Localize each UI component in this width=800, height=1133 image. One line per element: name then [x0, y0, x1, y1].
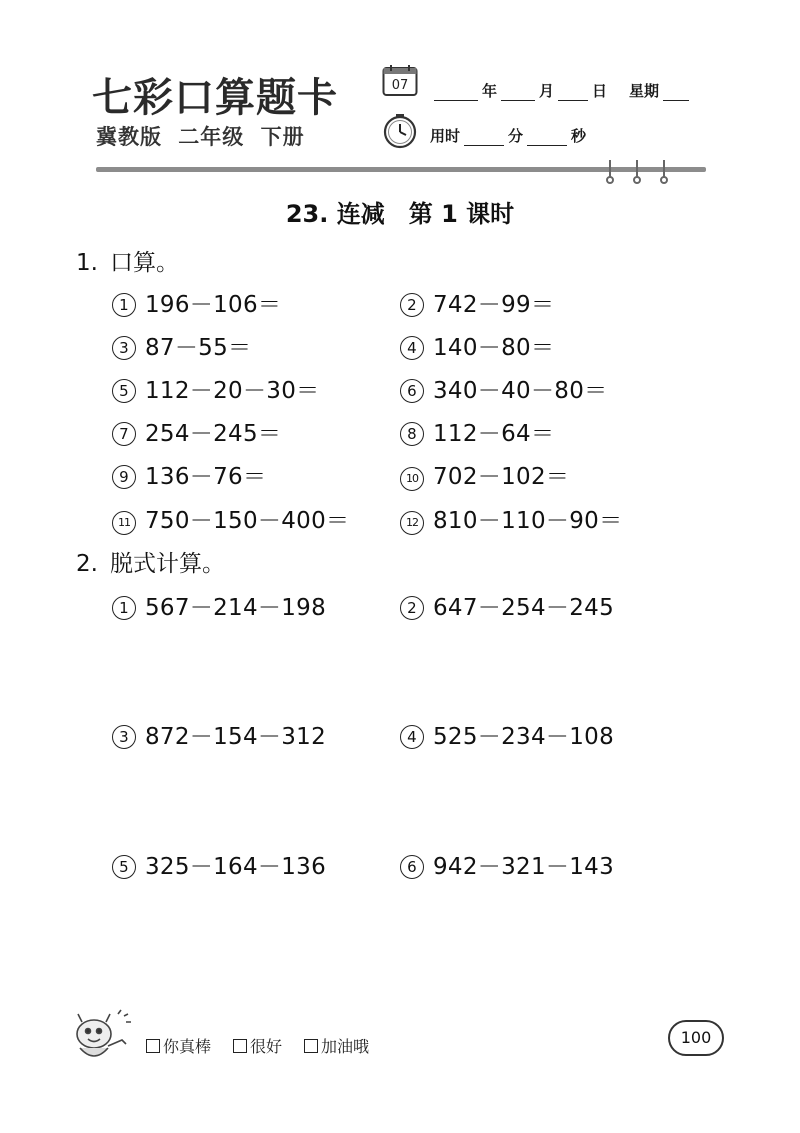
- item-expr: 136－76＝: [145, 464, 267, 490]
- item-expr: 810－110－90＝: [433, 508, 623, 534]
- item-mark: 8: [400, 422, 424, 446]
- weekday-blank[interactable]: [663, 84, 689, 101]
- month-blank[interactable]: [501, 84, 535, 101]
- item-mark: 3: [112, 336, 136, 360]
- calc-item-1: [112, 589, 326, 622]
- section-2-label: 脱式计算。: [110, 551, 225, 577]
- item-expr: 325－164－136: [145, 854, 326, 880]
- checkbox[interactable]: [233, 1039, 247, 1053]
- lesson-title: 23. 连减 第 1 课时: [285, 200, 515, 228]
- weekday-label: 星期: [629, 82, 660, 100]
- day-label: 日: [592, 82, 608, 100]
- rating-label: 很好: [250, 1037, 283, 1056]
- rating-label: 你真棒: [163, 1037, 212, 1056]
- item-mark: 1: [112, 293, 136, 317]
- item-expr: 87－55＝: [145, 335, 252, 361]
- rating-great[interactable]: [146, 1034, 211, 1057]
- checkbox[interactable]: [304, 1039, 318, 1053]
- item-mark: 12: [400, 511, 424, 535]
- item-mark: 11: [112, 511, 136, 535]
- rating-label: 加油哦: [321, 1037, 370, 1056]
- time-fields: [430, 125, 586, 146]
- item-mark: 3: [112, 725, 136, 749]
- item-mark: 1: [112, 596, 136, 620]
- clock-icon: [382, 113, 418, 149]
- section-1-label: 口算。: [110, 250, 179, 276]
- item-mark: 5: [112, 855, 136, 879]
- binder-rings-icon: [602, 158, 672, 184]
- item-expr: 647－254－245: [433, 595, 614, 621]
- calc-item-3: [112, 718, 326, 751]
- rating-good[interactable]: [233, 1034, 282, 1057]
- oral-item-8: [400, 415, 554, 448]
- book-edition: 冀教版 二年级 下册: [96, 125, 305, 149]
- item-expr: 942－321－143: [433, 854, 614, 880]
- item-mark: 6: [400, 379, 424, 403]
- brand-title: 七彩口算题卡: [92, 75, 338, 121]
- item-expr: 525－234－108: [433, 724, 614, 750]
- oral-item-2: [400, 286, 554, 319]
- minutes-label: 分: [508, 127, 524, 145]
- oral-item-7: [112, 415, 281, 448]
- minutes-blank[interactable]: [464, 129, 504, 146]
- section-1-heading: [76, 244, 179, 277]
- item-expr: 140－80＝: [433, 335, 555, 361]
- item-expr: 567－214－198: [145, 595, 326, 621]
- calendar-icon: [382, 64, 418, 97]
- item-expr: 254－245＝: [145, 421, 282, 447]
- seconds-blank[interactable]: [527, 129, 567, 146]
- calc-item-4: [400, 718, 614, 751]
- checkbox[interactable]: [146, 1039, 160, 1053]
- item-mark: 2: [400, 293, 424, 317]
- oral-item-1: [112, 286, 281, 319]
- item-mark: 5: [112, 379, 136, 403]
- item-mark: 4: [400, 336, 424, 360]
- year-blank[interactable]: [434, 84, 478, 101]
- oral-item-12: [400, 502, 622, 535]
- item-expr: 340－40－80＝: [433, 378, 608, 404]
- item-expr: 196－106＝: [145, 292, 282, 318]
- item-mark: 7: [112, 422, 136, 446]
- item-mark: 4: [400, 725, 424, 749]
- item-mark: 6: [400, 855, 424, 879]
- section-2-number: 2.: [76, 551, 98, 577]
- calc-item-2: [400, 589, 614, 622]
- year-label: 年: [482, 82, 498, 100]
- oral-item-4: [400, 329, 554, 362]
- month-label: 月: [539, 82, 555, 100]
- item-expr: 112－20－30＝: [145, 378, 320, 404]
- mascot-icon: [68, 1006, 138, 1068]
- item-mark: 9: [112, 465, 136, 489]
- item-mark: 2: [400, 596, 424, 620]
- oral-item-6: [400, 372, 607, 405]
- section-1-number: 1.: [76, 250, 98, 276]
- section-2-heading: [76, 545, 225, 578]
- oral-item-9: [112, 458, 266, 491]
- oral-item-5: [112, 372, 319, 405]
- time-used-label: 用时: [430, 127, 461, 145]
- date-fields: [430, 80, 693, 101]
- item-expr: 702－102＝: [433, 464, 570, 490]
- page-number: 100: [668, 1020, 724, 1056]
- calc-item-5: [112, 848, 326, 881]
- oral-item-10: [400, 458, 569, 491]
- item-expr: 742－99＝: [433, 292, 555, 318]
- item-expr: 750－150－400＝: [145, 508, 350, 534]
- day-blank[interactable]: [558, 84, 588, 101]
- calendar-day: 07: [391, 78, 409, 93]
- item-mark: 10: [400, 467, 424, 491]
- oral-item-11: [112, 502, 349, 535]
- calc-item-6: [400, 848, 614, 881]
- seconds-label: 秒: [571, 127, 587, 145]
- item-expr: 872－154－312: [145, 724, 326, 750]
- rating-keep-going[interactable]: [304, 1034, 369, 1057]
- oral-item-3: [112, 329, 251, 362]
- item-expr: 112－64＝: [433, 421, 555, 447]
- rating-options: [146, 1034, 369, 1057]
